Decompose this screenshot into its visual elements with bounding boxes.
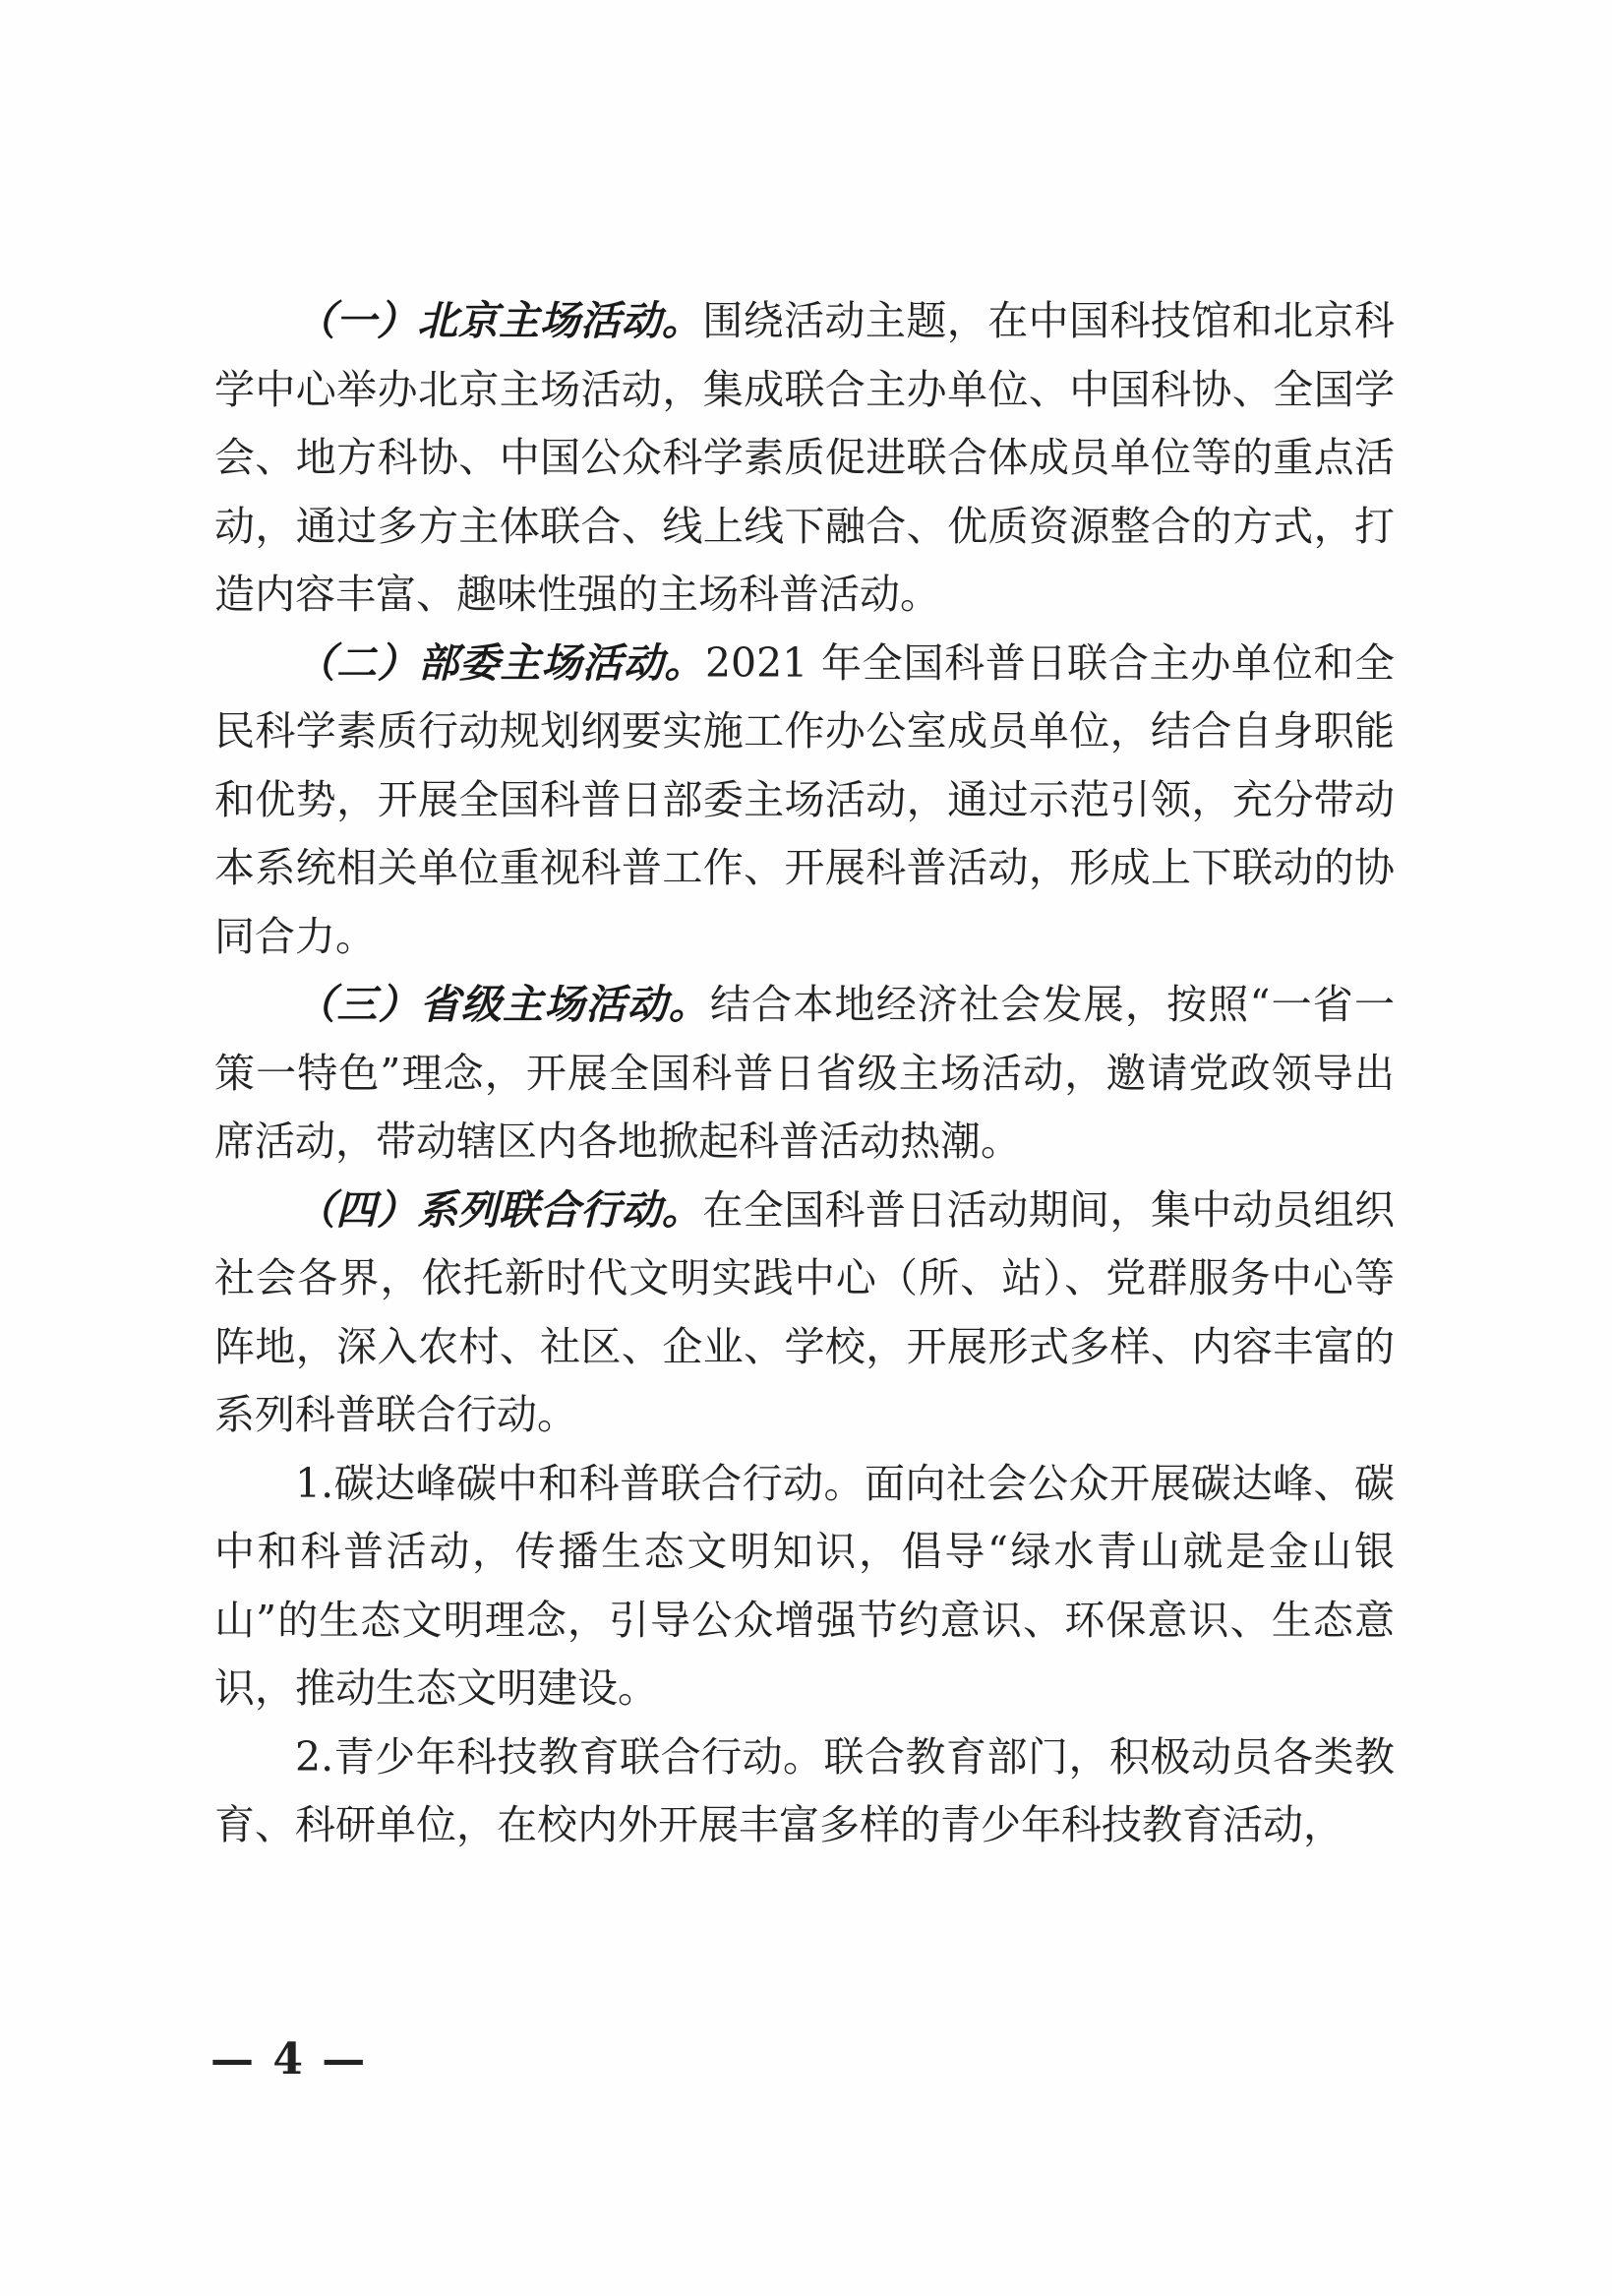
paragraph-heading: （三）省级主场活动。 — [295, 981, 710, 1028]
paragraph-text: 2.青少年科技教育联合行动。联合教育部门，积极动员各类教育、科研单位，在校内外开展丰富多样的青少年科技教育活动， — [214, 1732, 1395, 1848]
paragraph-text: 结合本地经济社会发展，按照“一省一策一特色”理念，开展全国科普日省级主场活动，邀请党政领导出席活动，带动辖区内各地掀起科普活动热潮。 — [214, 981, 1395, 1165]
paragraph-ministry-main-event — [214, 630, 1395, 972]
document-body — [214, 287, 1395, 1860]
paragraph-heading: （四）系列联合行动。 — [295, 1185, 703, 1234]
page-number: — 4 — — [210, 2034, 368, 2085]
paragraph-text: 2021 年全国科普日联合主办单位和全民科学素质行动规划纲要实施工作办公室成员单位，结合自身职能和优势，开展全国科普日部委主场活动，通过示范引领，充分带动本系统相关单位重视科普工作、开展科普活动，形成上下联动的协同合力。 — [214, 638, 1396, 960]
paragraph-heading: （一）北京主场活动。 — [295, 297, 703, 344]
paragraph-youth-education-action — [214, 1723, 1395, 1860]
paragraph-carbon-action — [214, 1450, 1395, 1723]
paragraph-heading: （二）部委主场活动。 — [295, 638, 705, 687]
paragraph-provincial-main-event — [214, 971, 1395, 1177]
paragraph-text: 围绕活动主题，在中国科技馆和北京科学中心举办北京主场活动，集成联合主办单位、中国科协、全国学会、地方科协、中国公众科学素质促进联合体成员单位等的重点活动，通过多方主体联合、线上线下融合、优质资源整合的方式，打造内容丰富、趣味性强的主场科普活动。 — [214, 297, 1396, 618]
paragraph-text: 1.碳达峰碳中和科普联合行动。面向社会公众开展碳达峰、碳中和科普活动，传播生态文明知识，倡导“绿水青山就是金山银山”的生态文明理念，引导公众增强节约意识、环保意识、生态意识，推动生态文明建设。 — [214, 1459, 1395, 1712]
paragraph-beijing-main-event — [214, 287, 1395, 630]
paragraph-joint-actions — [214, 1177, 1395, 1450]
paragraph-text: 在全国科普日活动期间，集中动员组织社会各界，依托新时代文明实践中心（所、站）、党群服务中心等阵地，深入农村、社区、企业、学校，开展形式多样、内容丰富的系列科普联合行动。 — [214, 1185, 1396, 1438]
